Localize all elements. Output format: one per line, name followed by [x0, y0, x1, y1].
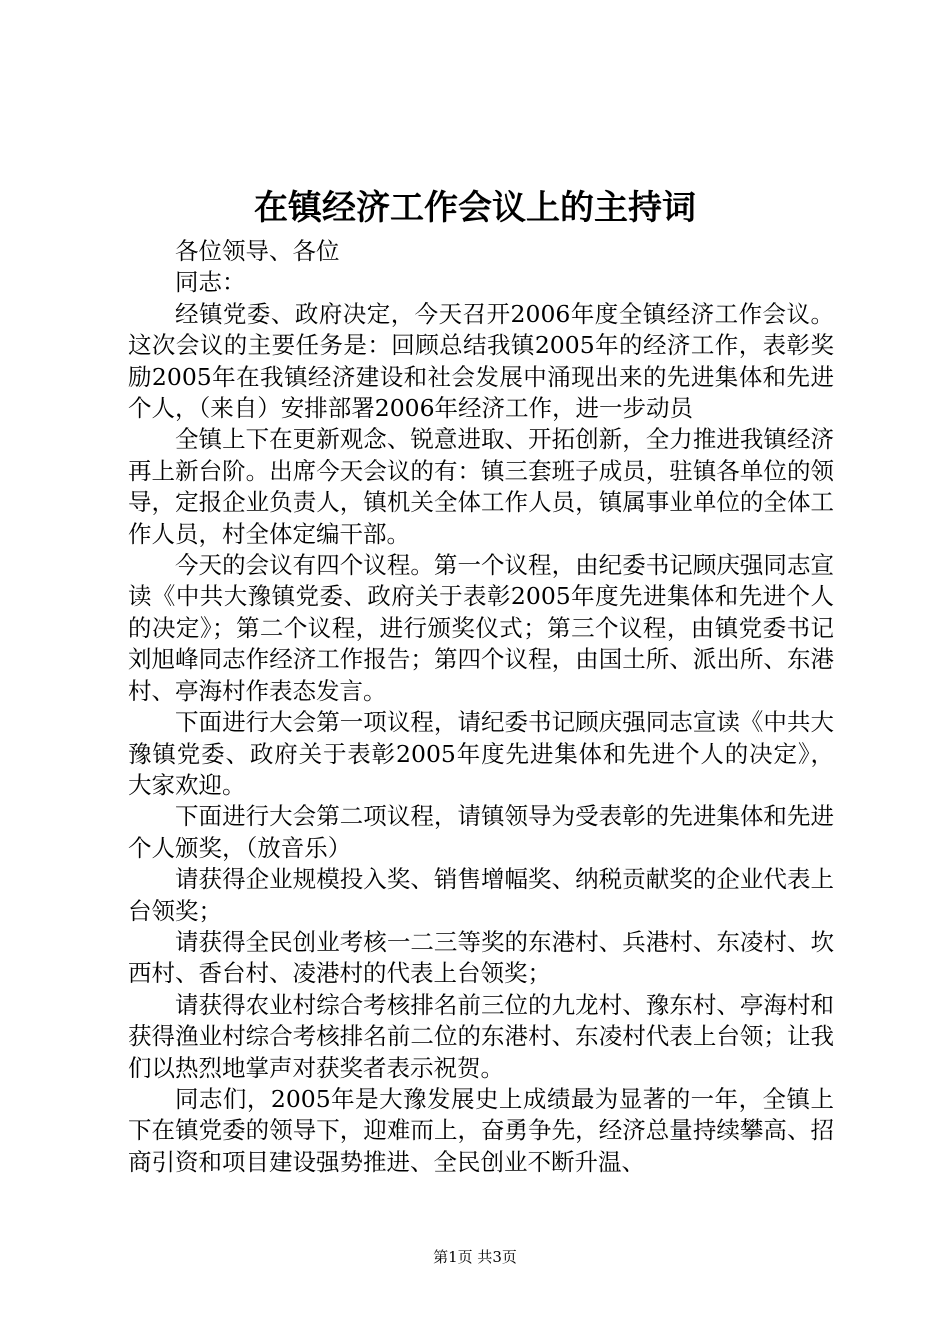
paragraph: 下面进行大会第二项议程，请镇领导为受表彰的先进集体和先进个人颁奖，（放音乐）: [128, 802, 834, 862]
paragraph: 请获得农业村综合考核排名前三位的九龙村、豫东村、亭海村和获得渔业村综合考核排名前二位的东港村、东凌村代表上台领；让我们以热烈地掌声对获奖者表示祝贺。: [128, 990, 834, 1082]
paragraph-greeting: 各位领导、各位: [175, 237, 340, 265]
paragraph: 经镇党委、政府决定，今天召开2006年度全镇经济工作会议。这次会议的主要任务是：回顾总结我镇2005年的经济工作，表彰奖励2005年在我镇经济建设和社会发展中涌现出来的先进集体和先进个人，（来自）安排部署2006年经济工作，进一步动员: [128, 299, 834, 423]
paragraph: 全镇上下在更新观念、锐意进取、开拓创新，全力推进我镇经济再上新台阶。出席今天会议的有：镇三套班子成员，驻镇各单位的领导，定报企业负责人，镇机关全体工作人员，镇属事业单位的全体工作人员，村全体定编干部。: [128, 425, 834, 548]
paragraph: 同志们，2005年是大豫发展史上成绩最为显著的一年，全镇上下在镇党委的领导下，迎难而上，奋勇争先，经济总量持续攀高、招商引资和项目建设强势推进、全民创业不断升温、: [128, 1084, 834, 1176]
paragraph: 今天的会议有四个议程。第一个议程，由纪委书记顾庆强同志宣读《中共大豫镇党委、政府关于表彰2005年度先进集体和先进个人的决定》；第二个议程，进行颁奖仪式；第三个议程，由镇党委书记刘旭峰同志作经济工作报告；第四个议程，由国土所、派出所、东港村、亭海村作表态发言。: [128, 551, 834, 705]
paragraph: 下面进行大会第一项议程，请纪委书记顾庆强同志宣读《中共大豫镇党委、政府关于表彰2005年度先进集体和先进个人的决定》，大家欢迎。: [128, 708, 834, 799]
paragraph: 请获得企业规模投入奖、销售增幅奖、纳税贡献奖的企业代表上台领奖；: [128, 865, 834, 925]
paragraph: 请获得全民创业考核一二三等奖的东港村、兵港村、东凌村、坎西村、香台村、凌港村的代表上台领奖；: [128, 927, 834, 988]
document-body: [128, 236, 834, 1178]
document-title: 在镇经济工作会议上的主持词: [254, 188, 696, 228]
page-number-footer: 第1页 共3页: [433, 1248, 517, 1266]
paragraph-greeting-cont: 同志：: [175, 268, 246, 297]
